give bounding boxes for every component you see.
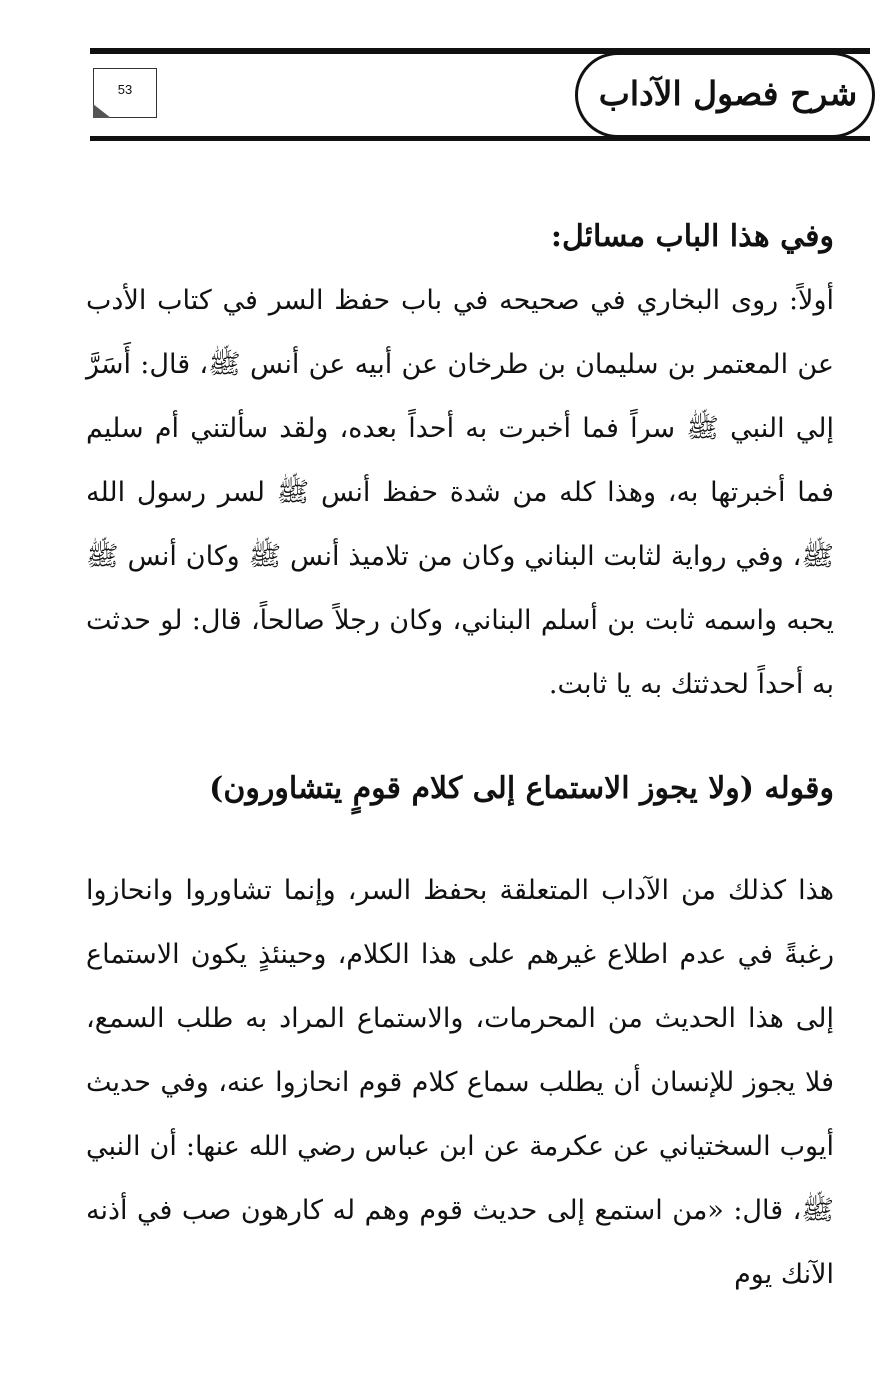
page-number: 53 <box>117 82 133 97</box>
paragraph-first-issue: أولاً: روى البخاري في صحيحه في باب حفظ السر في كتاب الأدب عن المعتمر بن سليمان بن طرخان عن أبيه عن أنس ﷺ، قال: أَسَرَّ إلي النبي ﷺ سراً فما أخبرت به أحداً بعده، ولقد سألتني أم سليم فما أخبرتها به، وهذا كله من شدة حفظ أنس ﷺ لسر رسول الله ﷺ، وفي رواية لثابت البناني وكان من تلاميذ أنس ﷺ وكان أنس ﷺ يحبه واسمه ثابت بن أسلم البناني، وكان رجلاً صالحاً، قال: لو حدثت به أحداً لحدثتك به يا ثابت. <box>86 285 834 700</box>
paragraph-commentary: هذا كذلك من الآداب المتعلقة بحفظ السر، وإنما تشاوروا وانحازوا رغبةً في عدم اطلاع غيرهم على هذا الكلام، وحينئذٍ يكون الاستماع إلى هذا الحديث من المحرمات، والاستماع المراد به طلب السمع، فلا يجوز للإنسان أن يطلب سماع كلام قوم انحازوا عنه، وفي حديث أيوب السختياني عن عكرمة عن ابن عباس رضي الله عنها: أن النبي ﷺ، قال: «من استمع إلى حديث قوم وهم له كارهون صب في أذنه الآنك يوم <box>86 875 834 1290</box>
book-title: شرح فصول الآداب <box>598 74 858 113</box>
section-heading-quote: وقوله (ولا يجوز الاستماع إلى كلام قومٍ يتشاورون) <box>209 771 834 806</box>
section-heading-issues: وفي هذا الباب مسائل: <box>550 219 834 254</box>
page-body <box>86 205 834 1307</box>
